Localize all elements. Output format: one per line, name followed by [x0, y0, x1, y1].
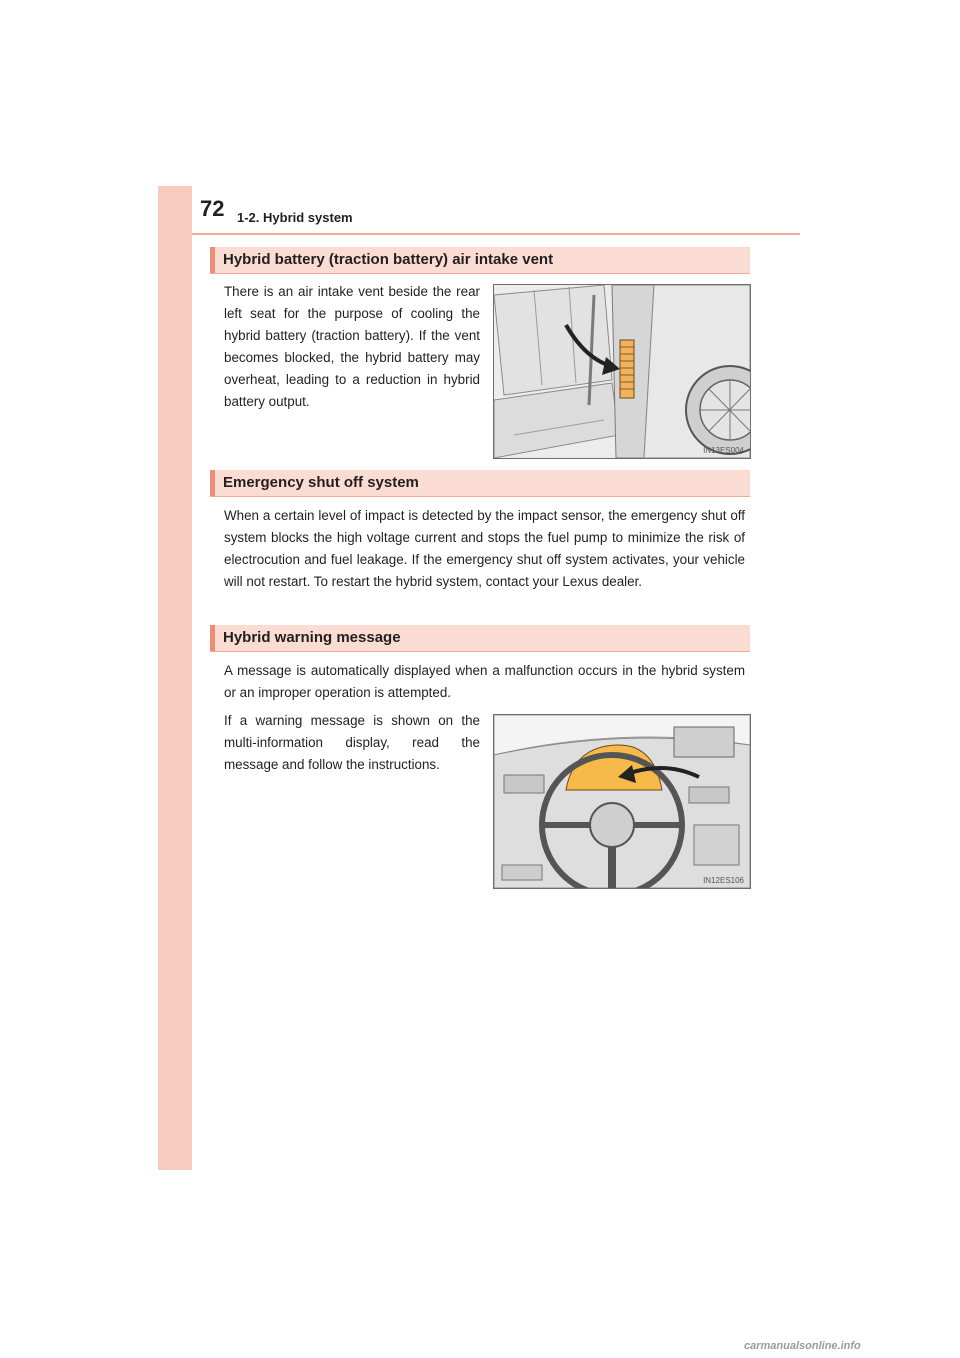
heading-air-intake-vent-text: Hybrid battery (traction battery) air intake vent — [223, 251, 554, 268]
site-watermark: carmanualsonline.info — [744, 1340, 861, 1352]
paragraph-hybrid-warning-1: A message is automatically displayed when a malfunction occurs in the hybrid system or an improper operation is attempted. — [224, 663, 745, 700]
heading-emergency-shut-off — [210, 470, 750, 497]
paragraph-hybrid-warning-2: If a warning message is shown on the multi-information display, read the message and follow the instructions. — [224, 713, 480, 772]
paragraph-air-intake-vent: There is an air intake vent beside the rear left seat for the purpose of cooling the hybrid battery (traction battery). If the vent becomes blocked, the hybrid battery may overheat, leading to a reduction in hybrid battery output. — [224, 284, 480, 409]
heading-hybrid-warning — [210, 625, 750, 652]
paragraph-emergency-shut-off: When a certain level of impact is detected by the impact sensor, the emergency shut off system blocks the high voltage current and stops the fuel pump to minimize the risk of electrocution and fuel leakage. If the emergency shut off system activates, your vehicle will not restart. To restart the hybrid system, contact your Lexus dealer. — [224, 508, 745, 589]
section-title: 1-2. Hybrid system — [237, 210, 353, 225]
vent-grille — [620, 340, 634, 398]
rear-seat-illustration — [494, 285, 750, 458]
figure-code-air-intake: IN13ES004 — [703, 446, 744, 455]
heading-hybrid-warning-text: Hybrid warning message — [223, 629, 401, 646]
heading-air-intake-vent — [210, 247, 750, 274]
figure-code-warning: IN12ES106 — [703, 876, 744, 885]
page-number: 72 — [200, 196, 225, 221]
chapter-side-band — [158, 186, 192, 1170]
dashboard-illustration — [494, 715, 750, 888]
figure-multi-information-display — [493, 714, 751, 889]
heading-emergency-shut-off-text: Emergency shut off system — [223, 474, 419, 491]
figure-air-intake-vent — [493, 284, 751, 459]
header-rule — [192, 233, 800, 235]
